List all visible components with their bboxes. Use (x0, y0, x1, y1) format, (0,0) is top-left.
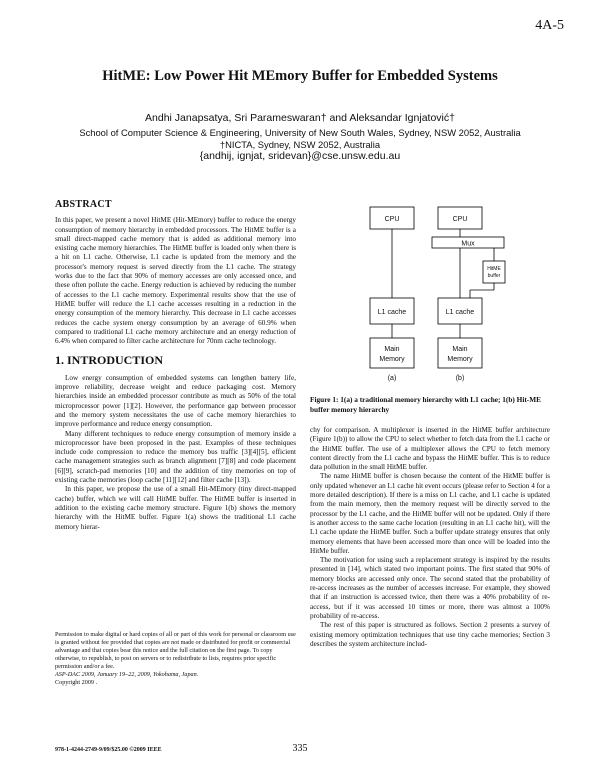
copyright-notice (55, 631, 296, 687)
intro-paragraph: Many different techniques to reduce energy consumption of memory inside a microprocessor have been proposed in the past. Examples of these techniques include code compression to reduce the memory bus traffic [3][4][5], efficient cache management strategies such as branch alignment [7][8] and code placement [6][9], scratch-pad memories [10] and the addition of tiny memories on top of existing cache memories (loop cache [11][12] and filter cache [13]). (55, 429, 296, 485)
mux-label: Mux (461, 240, 475, 248)
body-paragraph: The rest of this paper is structured as follows. Section 2 presents a survey of existing memory optimization techniques that use tiny cache memories; Section 3 describes the system architecture includ- (310, 621, 550, 648)
session-id: 4A-5 (535, 18, 564, 33)
body-paragraph: The motivation for using such a replacement strategy is inspired by the results presented in [14], which stated two important points. The first stated that 90% of memory blocks are accessed only once. The second stated that the probability of re-access increases as the number of accesses increase. For example, they showed that if an instruction is accessed twice, then there was a 40% probability of re-access, but if it was accessed 10 times or more, there was almost a 100% probability of re-access. (310, 556, 550, 620)
introduction-heading: 1. INTRODUCTION (55, 353, 164, 368)
l1-label-a: L1 cache (377, 309, 407, 316)
main-label-b-1: Main (452, 346, 468, 353)
subfigure-a-label: (a) (387, 375, 397, 382)
intro-paragraph: Low energy consumption of embedded systems can lengthen battery life, improve reliability, decrease weight and reduce packaging cost. Memory hierarchies inside an embedded processor contribute as much as 50% of the total microprocessor power [1][2]. However, the performance gap between processor and the memory system necessitates the use of cache memory hierarchies to improve performance and reduce energy consumption. (55, 373, 296, 429)
right-column (310, 426, 550, 649)
paper-title: HitME: Low Power Hit MEmory Buffer for Embedded Systems (102, 68, 498, 84)
cpu-label-b: CPU (452, 216, 468, 223)
author-emails: {andhij, ignjat, sridevan}@cse.unsw.edu.au (199, 150, 401, 162)
main-label-b-2: Memory (447, 356, 473, 363)
main-label-a-2: Memory (379, 356, 405, 363)
permission-text: Permission to make digital or hard copies of all or part of this work for personal or classroom use is granted without fee provided that copies are not made or distributed for profit or commercial advantage and that copies bear this notice and the full citation on the first page. To copy otherwise, to republish, to post on servers or to redistribute to lists, requires prior specific permission and/or a fee. (55, 631, 296, 670)
main-memory-box-a (370, 338, 414, 368)
main-label-a-1: Main (384, 346, 400, 353)
l1-label-b: L1 cache (445, 309, 475, 316)
figure-caption: Figure 1: 1(a) a traditional memory hierarchy with L1 cache; 1(b) Hit-ME buffer memory hierarchy (310, 395, 541, 414)
footer-isbn: 978-1-4244-2749-9/09/$25.00 ©2009 IEEE (55, 747, 162, 753)
abstract-heading: ABSTRACT (55, 199, 112, 210)
authors: Andhi Janapsatya, Sri Parameswaran† and Aleksandar Ignjatović† (145, 112, 455, 124)
cpu-label-a: CPU (384, 216, 400, 223)
main-memory-box-b (438, 338, 482, 368)
hitme-label-1: HitME (487, 266, 501, 272)
left-column (55, 200, 296, 532)
page-number: 335 (292, 743, 308, 754)
figure-1 (362, 204, 522, 384)
memory-hierarchy-diagram (362, 204, 522, 384)
hitme-label-2: buffer (487, 273, 501, 279)
venue-line: ASP-DAC 2009, January 19–22, 2009, Yokohama, Japan. (55, 671, 199, 678)
intro-paragraph: In this paper, we propose the use of a small Hit-MEmory (tiny direct-mapped cache) buffer, which we will call HitME buffer. The HitME buffer is inserted in addition to the existing cache memory structure. Figure 1(b) shows the memory hierarchy with the HitME buffer. Figure 1(a) shows the traditional L1 cache memory hierar- (55, 485, 296, 531)
abstract-text: In this paper, we present a novel HitME (Hit-MEmory) buffer to reduce the energy consumption of memory hierarchy in embedded processors. The HitME buffer is a small direct-mapped cache memory that is added as additional memory into existing cache memory hierarchies. The HitME buffer is loaded only when there is a hit on L1 cache. Otherwise, L1 cache is updated from the memory and the processor's memory request is served directly from the L1 cache. The strategy works due to the fact that 90% of memory accesses are only accessed once, and these often pollute the cache. Energy reduction is achieved by reducing the number of accesses to the L1 cache memory. Experimental results show that the use of HitME buffer will reduce the L1 cache accesses resulting in a reduction in the energy consumption of the memory hierarchy. This decrease in L1 cache accesses reduces the cache system energy consumption by an average of 60.9% when compared to traditional L1 cache memory architecture and an energy reduction of 6.4% when compared to filter cache architecture for 70nm cache technology. (55, 216, 296, 346)
hitme-buffer-box (483, 261, 505, 283)
affiliation-nicta: †NICTA, Sydney, NSW 2052, Australia (219, 139, 381, 150)
body-paragraph: The name HitME buffer is chosen because the content of the HitME buffer is only updated whenever an L1 cache hit event occurs (please refer to Section 4 for a more detailed description). If there is a miss on L1 cache, and L1 cache is updated from the main memory, then the memory request will be directly served to the processor by the L1 cache, and the HitME buffer will not be updated. Only if there is another access to the same cache location (resulting in an L1 cache hit), will the L1 cache update the HitME buffer. Such a buffer update strategy ensures that only memory elements that have been accessed more than once will be loaded into the HitMe buffer. (310, 472, 550, 555)
affiliation-primary: School of Computer Science & Engineering, University of New South Wales, Sydney, NSW 2052, Australia (79, 127, 521, 138)
copyright-year: Copyright 2009 . (55, 679, 98, 686)
subfigure-b-label: (b) (455, 375, 465, 382)
body-paragraph: chy for comparison. A multiplexer is inserted in the HitME buffer architecture (Figure 1(b)) to allow the CPU to select whether to fetch data from the L1 cache or the HitME buffer. The use of a multiplexer allows the CPU to fetch memory content directly from the L1 cache and bypass the HitME buffer. This is to reduce data pollution in the small HitME buffer. (310, 426, 550, 472)
